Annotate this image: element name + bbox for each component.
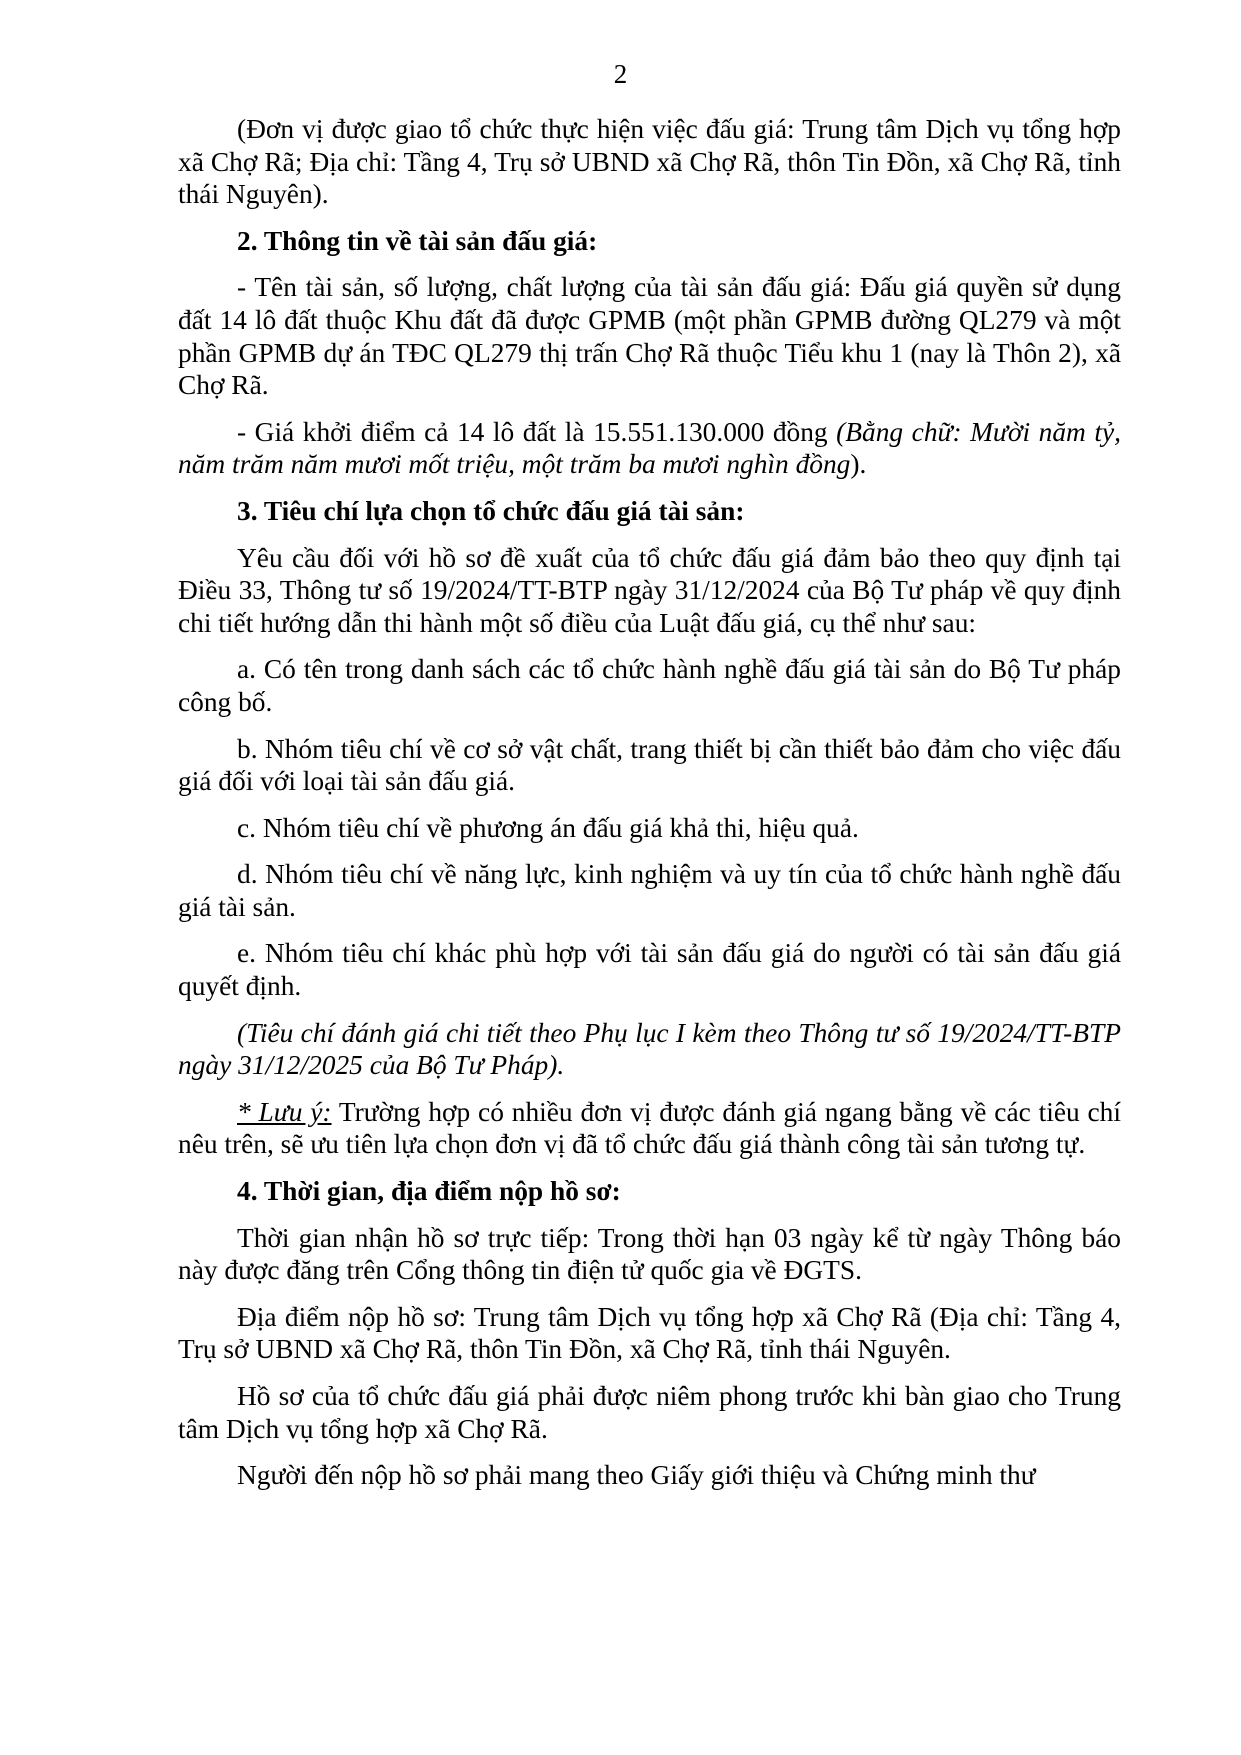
- paragraph-documents-required: Người đến nộp hồ sơ phải mang theo Giấy giới thiệu và Chứng minh thư: [237, 1460, 1036, 1491]
- document-body: [178, 113, 1121, 1506]
- section-heading-submission: 4. Thời gian, địa điểm nộp hồ sơ:: [237, 1176, 621, 1207]
- page-number: 2: [613, 59, 628, 89]
- starting-price-tail: ).: [850, 449, 867, 480]
- paragraph-starting-price: [178, 416, 1121, 481]
- paragraph-asset-name: - Tên tài sản, số lượng, chất lượng của tài sản đấu giá: Đấu giá quyền sử dụng đất 14 lô đất thuộc Khu đất đã được GPMB (một phần GPMB đường QL279 và một phần GPMB dự án TĐC QL279 thị trấn Chợ Rã thuộc Tiểu khu 1 (nay là Thôn 2), xã Chợ Rã.: [178, 272, 1121, 401]
- section-heading-asset-info: 2. Thông tin về tài sản đấu giá:: [237, 225, 598, 256]
- paragraph-sealing: Hồ sơ của tổ chức đấu giá phải được niêm phong trước khi bàn giao cho Trung tâm Dịch vụ tổng hợp xã Chợ Rã.: [178, 1381, 1121, 1444]
- criteria-item-b: b. Nhóm tiêu chí về cơ sở vật chất, trang thiết bị cần thiết bảo đảm cho việc đấu giá đối với loại tài sản đấu giá.: [178, 733, 1121, 797]
- paragraph-submission-time: Thời gian nhận hồ sơ trực tiếp: Trong thời hạn 03 ngày kể từ ngày Thông báo này được đăng trên Cổng thông tin điện tử quốc gia về ĐGTS.: [178, 1222, 1121, 1286]
- section-heading-criteria: 3. Tiêu chí lựa chọn tổ chức đấu giá tài sản:: [237, 495, 745, 526]
- paragraph-submission-location: Địa điểm nộp hồ sơ: Trung tâm Dịch vụ tổng hợp xã Chợ Rã (Địa chỉ: Tầng 4, Trụ sở UBND xã Chợ Rã, thôn Tin Đồn, xã Chợ Rã, tỉnh thái Nguyên.: [178, 1301, 1121, 1365]
- paragraph-requirements: Yêu cầu đối với hồ sơ đề xuất của tổ chức đấu giá đảm bảo theo quy định tại Điều 33, Thông tư số 19/2024/TT-BTP ngày 31/12/2024 của Bộ Tư pháp về quy định chi tiết hướng dẫn thi hành một số điều của Luật đấu giá, cụ thể như sau:: [178, 542, 1121, 638]
- paragraph-unit-info: (Đơn vị được giao tổ chức thực hiện việc đấu giá: Trung tâm Dịch vụ tổng hợp xã Chợ Rã; Địa chỉ: Tầng 4, Trụ sở UBND xã Chợ Rã, thôn Tin Đồn, xã Chợ Rã, tỉnh thái Nguyên).: [178, 114, 1121, 210]
- note-label: * Lưu ý:: [237, 1096, 332, 1127]
- criteria-item-a: a. Có tên trong danh sách các tổ chức hành nghề đấu giá tài sản do Bộ Tư pháp công bố.: [178, 654, 1121, 717]
- criteria-item-e: e. Nhóm tiêu chí khác phù hợp với tài sản đấu giá do người có tài sản đấu giá quyết định.: [178, 938, 1121, 1002]
- paragraph-note: [178, 1096, 1121, 1161]
- criteria-reference-note: (Tiêu chí đánh giá chi tiết theo Phụ lục I kèm theo Thông tư số 19/2024/TT-BTP ngày 31/12/2025 của Bộ Tư Pháp).: [178, 1017, 1121, 1081]
- criteria-item-c: c. Nhóm tiêu chí về phương án đấu giá khả thi, hiệu quả.: [237, 812, 859, 843]
- starting-price-text: - Giá khởi điểm cả 14 lô đất là 15.551.130.000 đồng: [237, 416, 837, 447]
- starting-price-in-words: (Bằng chữ: Mười năm tỷ, năm trăm năm mươi mốt triệu, một trăm ba mươi nghìn đồng: [178, 416, 1121, 480]
- criteria-item-d: d. Nhóm tiêu chí về năng lực, kinh nghiệm và uy tín của tổ chức hành nghề đấu giá tài sản.: [178, 859, 1121, 922]
- note-text: Trường hợp có nhiều đơn vị được đánh giá ngang bằng về các tiêu chí nêu trên, sẽ ưu tiên lựa chọn đơn vị đã tổ chức đấu giá thành công tài sản tương tự.: [178, 1096, 1121, 1160]
